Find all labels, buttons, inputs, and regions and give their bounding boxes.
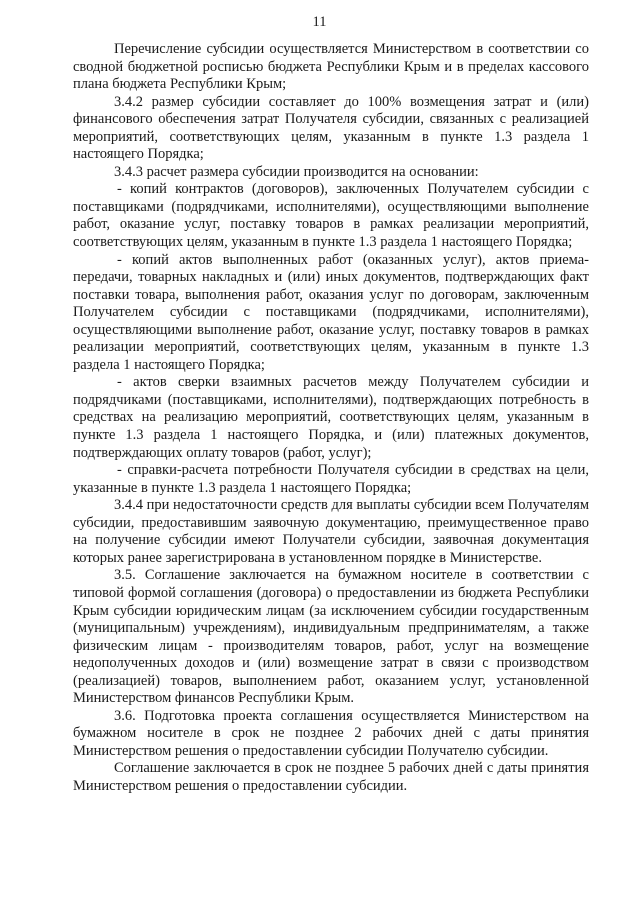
page-number: 11 xyxy=(312,14,327,30)
paragraph-transfer: Перечисление субсидии осуществляется Министерством в соответствии со сводной бюджетной росписью бюджета Республики Крым и в пределах кассового плана бюджета Республики Крым; xyxy=(73,41,589,93)
paragraph-3-4-3: 3.4.3 расчет размера субсидии производится на основании: xyxy=(114,163,479,180)
paragraph-3-4-2: 3.4.2 размер субсидии составляет до 100% возмещения затрат и (или) финансового обеспечения затрат Получателя субсидии, связанных с реализацией мероприятий, соответствующих целям, указанным в пункте 1.3 раздела 1 настоящего Порядка; xyxy=(73,93,589,163)
document-body xyxy=(73,41,589,796)
paragraph-3-6: 3.6. Подготовка проекта соглашения осуществляется Министерством на бумажном носителе в срок не позднее 2 рабочих дней с даты принятия Министерством решения о предоставлении субсидии Получателю субсидии. xyxy=(73,707,589,759)
paragraph-agreement-term: Соглашение заключается в срок не позднее 5 рабочих дней с даты принятия Министерством решения о предоставлении субсидии. xyxy=(73,760,589,794)
bullet-contracts: - копий контрактов (договоров), заключенных Получателем субсидии с поставщиками (подрядчиками, исполнителями), осуществляющими выполнение работ, оказание услуг, поставку товаров в рамках реализации мероприятий, соответствующих целям, указанным в пункте 1.3 раздела 1 настоящего Порядка; xyxy=(73,181,589,251)
paragraph-3-4-4: 3.4.4 при недостаточности средств для выплаты субсидии всем Получателям субсидии, предоставившим заявочную документацию, преимущественное право на получение субсидии имеют Получатели субсидии, заявочная документация которых ранее зарегистрирована в установленном порядке в Министерстве. xyxy=(73,497,589,566)
bullet-calculation: - справки-расчета потребности Получателя субсидии в средствах на цели, указанные в пункте 1.3 раздела 1 настоящего Порядка; xyxy=(73,462,589,496)
paragraph-3-5: 3.5. Соглашение заключается на бумажном носителе в соответствии с типовой формой соглашения (договора) о предоставлении из бюджета Республики Крым субсидии юридическим лицам (за исключением субсидии государственным (муниципальным) учреждениям), индивидуальным предпринимателям, а также физическим лицам - производителям товаров, работ, услуг на возмещение недополученных доходов и (или) возмещение затрат в связи с производством (реализацией) товаров, выполнением работ, оказанием услуг, установленной Министерством финансов Республики Крым. xyxy=(73,567,589,707)
bullet-reconciliation: - актов сверки взаимных расчетов между Получателем субсидии и подрядчиками (поставщиками, исполнителями), подтверждающих потребность в средствах на реализацию мероприятий, соответствующих целям, указанным в пункте 1.3 раздела 1 настоящего Порядка, и (или) платежных документов, подтверждающих оплату товаров (работ, услуг); xyxy=(73,374,589,461)
bullet-acts: - копий актов выполненных работ (оказанных услуг), актов приема-передачи, товарных накладных и (или) иных документов, подтверждающих факт поставки товара, выполнения работ, оказания услуг по договорам, заключенным Получателем субсидии с поставщиками (подрядчиками, исполнителями), осуществляющими выполнение работ, оказание услуг, поставку товаров в рамках реализации мероприятий, соответствующих целям, указанным в пункте 1.3 раздела 1 настоящего Порядка; xyxy=(73,251,589,373)
